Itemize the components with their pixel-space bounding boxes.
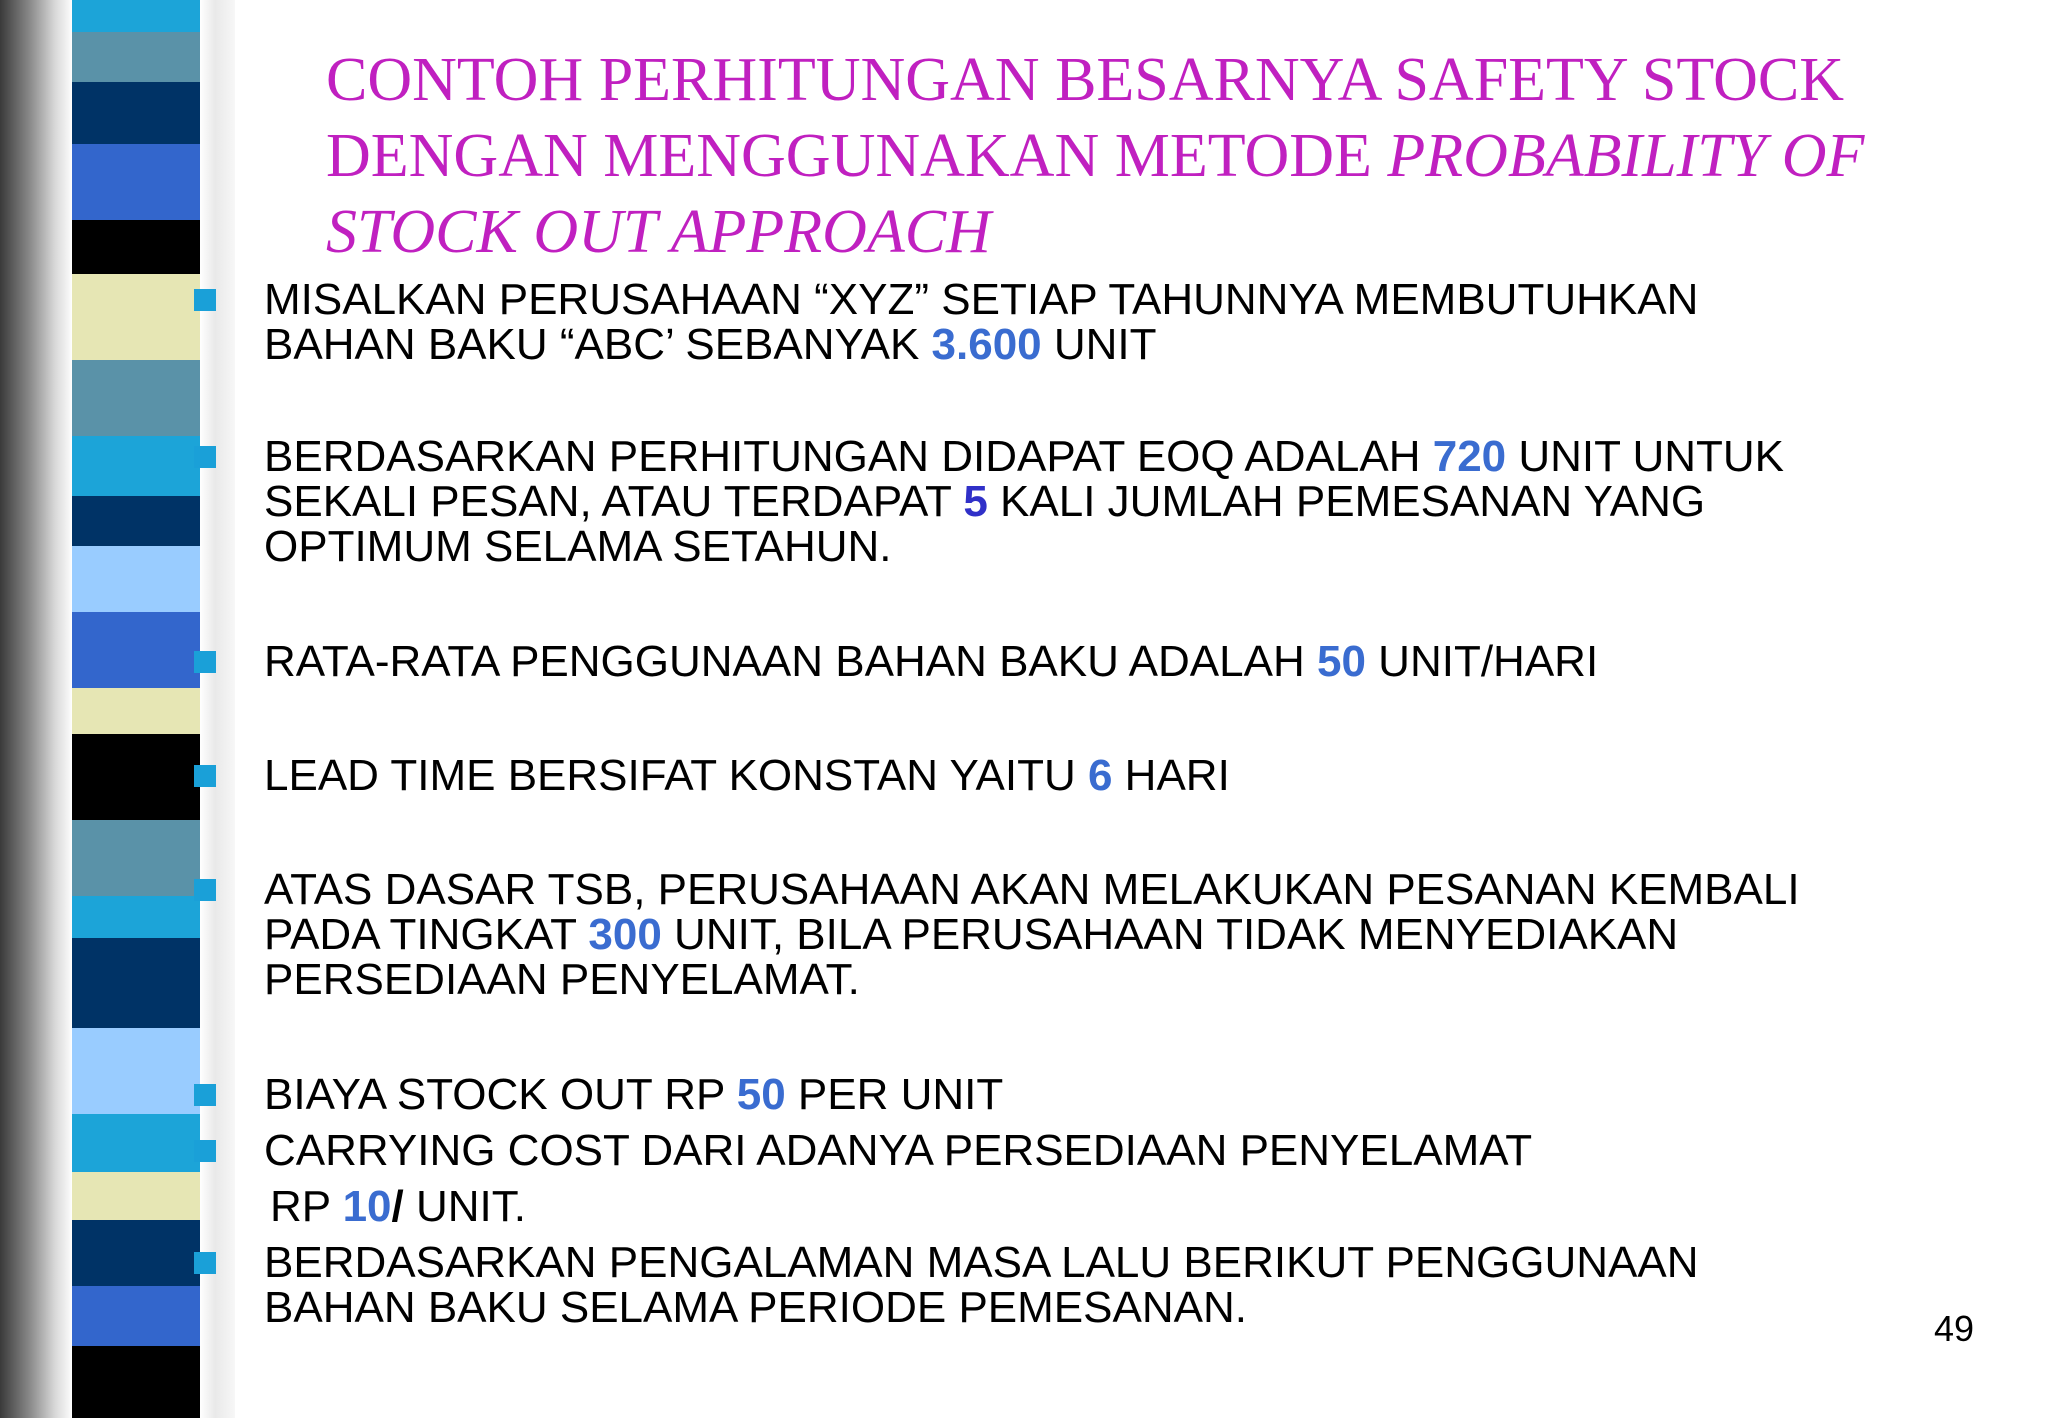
title-line-1: CONTOH PERHITUNGAN BESARNYA SAFETY STOCK [326, 46, 1845, 114]
bullet-text [264, 277, 1854, 367]
bullet-7-value: 10 [342, 1182, 392, 1231]
title-line-3-italic: STOCK OUT APPROACH [326, 198, 991, 266]
stripe-band [72, 1028, 200, 1114]
stripe-band [72, 496, 200, 546]
bullet-item-3 [194, 639, 1854, 684]
stripe-band [72, 82, 200, 144]
stripe-band [72, 144, 200, 220]
bullet-5-value: 300 [588, 910, 662, 959]
bullet-square-icon [194, 765, 216, 787]
bullet-item-5 [194, 867, 1854, 1002]
bullet-item-4 [194, 753, 1854, 798]
bullet-1-value: 3.600 [931, 320, 1042, 369]
stripe-band [72, 1286, 200, 1346]
bullet-2-value-eoq: 720 [1432, 432, 1507, 481]
bullet-item-8 [194, 1240, 1854, 1330]
bullet-text [264, 1128, 1854, 1173]
bullet-item-2 [194, 434, 1854, 569]
bullet-6-value: 50 [736, 1070, 786, 1119]
bullet-text [264, 1240, 1854, 1330]
bullet-item-6 [194, 1072, 1854, 1117]
bullet-3-text: RATA-RATA PENGGUNAAN BAHAN BAKU ADALAH [264, 637, 1317, 686]
bullet-text [264, 1072, 1854, 1117]
bullet-4-text: LEAD TIME BERSIFAT KONSTAN YAITU [264, 751, 1088, 800]
stripe-band [72, 360, 200, 436]
stripe-band [72, 546, 200, 612]
stripe-band [72, 938, 200, 1028]
bullet-text [264, 639, 1854, 684]
bullet-5-text-end: UNIT, BILA PERUSAHAAN TIDAK MENYEDIAKAN PERSEDIAAN PENYELAMAT. [264, 910, 1679, 1004]
bullet-square-icon [194, 879, 216, 901]
bullet-2-text: BERDASARKAN PERHITUNGAN DIDAPAT EOQ ADALAH [264, 432, 1433, 481]
bullet-1-unit: UNIT [1041, 320, 1157, 369]
title-line-2: DENGAN MENGGUNAKAN METODE [326, 122, 1388, 190]
color-stripe [72, 0, 200, 1418]
page-number: 49 [1934, 1308, 1975, 1349]
stripe-band [72, 688, 200, 734]
stripe-band [72, 1346, 200, 1418]
bullet-6-text: BIAYA STOCK OUT RP [264, 1070, 737, 1119]
bullet-item-7-continuation [270, 1184, 526, 1229]
slide-title [326, 42, 1926, 270]
bullet-square-icon [194, 1140, 216, 1162]
bullet-1-text: MISALKAN PERUSAHAAN “XYZ” SETIAP TAHUNNYA MEMBUTUHKAN BAHAN BAKU “ABC’ SEBANYAK [264, 275, 1699, 369]
stripe-band [72, 734, 200, 820]
stripe-band [72, 1220, 200, 1286]
bullet-item-1 [194, 277, 1854, 367]
bullet-square-icon [194, 1252, 216, 1274]
bullet-2-text-end: KALI JUMLAH PEMESANAN YANG OPTIMUM SELAMA SETAHUN. [264, 477, 1706, 571]
bullet-8-text: BERDASARKAN PENGALAMAN MASA LALU BERIKUT PENGGUNAAN BAHAN BAKU SELAMA PERIODE PEMESANAN. [264, 1238, 1699, 1332]
stripe-band [72, 612, 200, 688]
bullet-text [264, 753, 1854, 798]
bullet-2-value-times: 5 [963, 477, 988, 526]
stripe-band [72, 220, 200, 274]
title-line-2-italic: PROBABILITY OF [1387, 122, 1865, 190]
stripe-band [72, 436, 200, 496]
stripe-band [72, 0, 200, 32]
bullet-text [264, 434, 1854, 569]
left-decorative-border [0, 0, 235, 1418]
bullet-7-currency: RP [270, 1182, 343, 1231]
bullet-item-7 [194, 1128, 1854, 1173]
bullet-3-unit: UNIT/HARI [1365, 637, 1599, 686]
stripe-band [72, 274, 200, 360]
bullet-square-icon [194, 446, 216, 468]
bullet-6-unit: PER UNIT [785, 1070, 1004, 1119]
bullet-5-text: ATAS DASAR TSB, PERUSAHAAN AKAN MELAKUKAN PESANAN KEMBALI PADA TINGKAT [264, 865, 1800, 959]
bullet-4-unit: HARI [1112, 751, 1230, 800]
stripe-band [72, 1172, 200, 1220]
stripe-band [72, 32, 200, 82]
bullet-2-text-mid: UNIT UNTUK SEKALI PESAN, ATAU TERDAPAT [264, 432, 1784, 526]
bullet-7-slash: / [391, 1182, 404, 1231]
stripe-band [72, 1114, 200, 1172]
stripe-band [72, 820, 200, 896]
bullet-square-icon [194, 1084, 216, 1106]
bullet-square-icon [194, 289, 216, 311]
stripe-band [72, 896, 200, 938]
bullet-text [264, 867, 1854, 1002]
bullet-3-value: 50 [1316, 637, 1366, 686]
bullet-7-text: CARRYING COST DARI ADANYA PERSEDIAAN PENYELAMAT [264, 1126, 1533, 1175]
bullet-7-unit: UNIT. [403, 1182, 526, 1231]
bullet-4-value: 6 [1087, 751, 1113, 800]
bullet-square-icon [194, 651, 216, 673]
